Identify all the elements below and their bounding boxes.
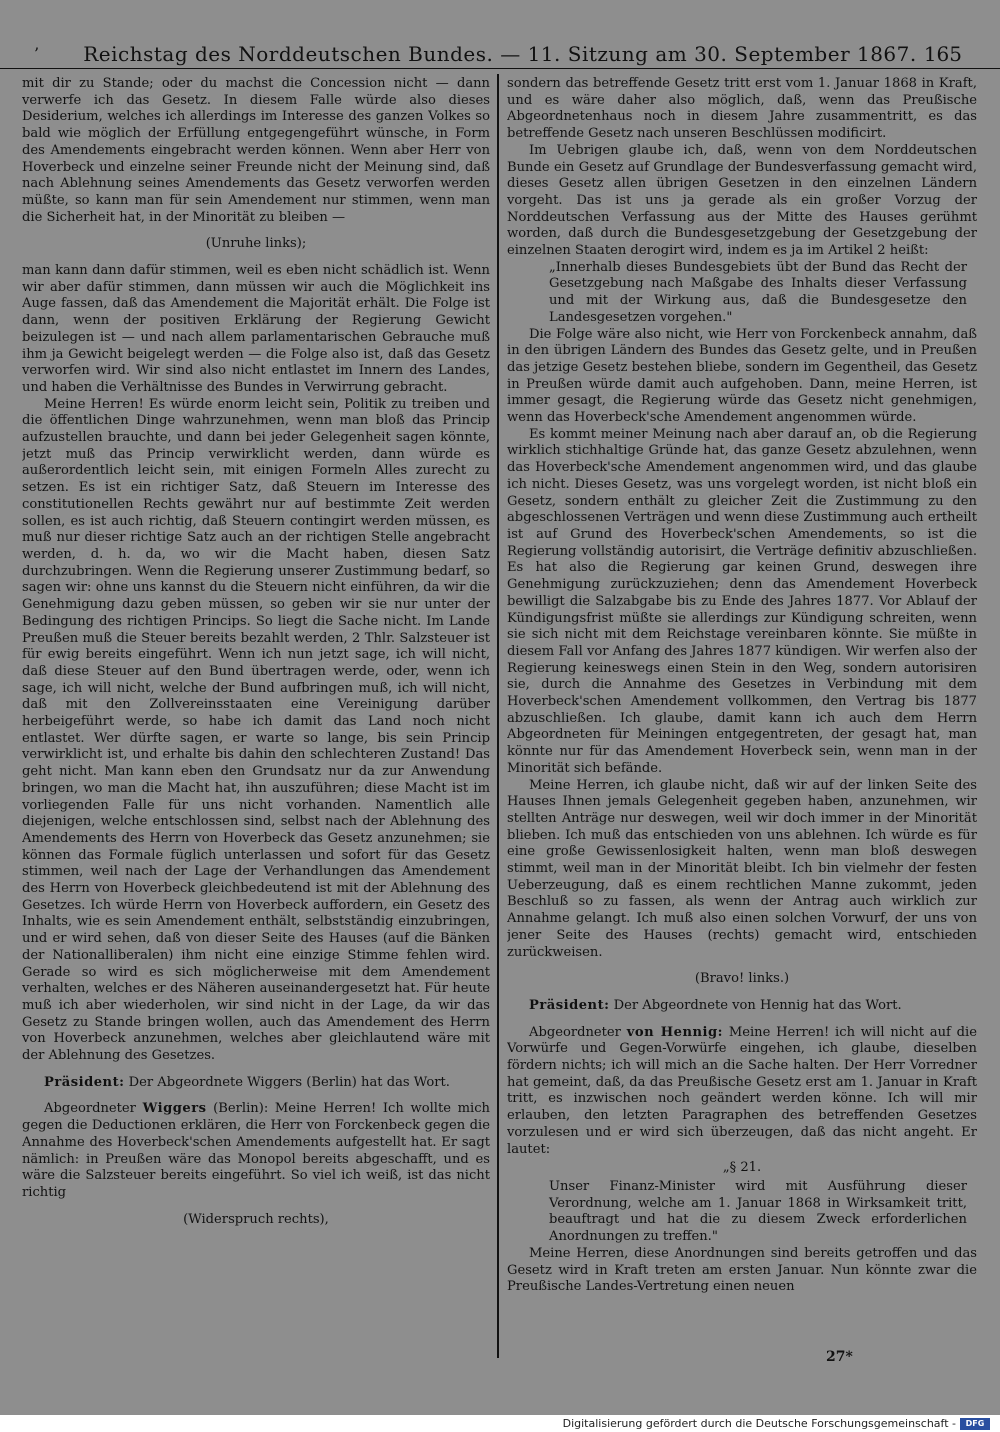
paragraph: mit dir zu Stande; oder du machst die Concession nicht — dann verwerfe ich das Gesetz. In diesem Falle würde also dieses Desiderium, welches ich allerdings im Interesse des ganzen Volkes so bald wie möglich der Erfüllung entgegengeführt wünsche, in Form des Amendements eingebracht werden können. Wenn aber Herr von Hoverbeck und einzelne seiner Freunde nicht der Meinung sind, daß nach Ablehnung seines Amendements das Gesetz verworfen werden müßte, so kann man für sein Amendement nur stimmen, wenn man die Sicherheit hat, in der Minorität zu bleiben — xyxy=(22,76,490,225)
funding-notice: Digitalisierung gefördert durch die Deutsche Forschungsgemeinschaft - xyxy=(562,1417,956,1430)
speaker-prefix: Abgeordneter xyxy=(529,1024,621,1040)
page-header xyxy=(0,36,1000,69)
paragraph: Meine Herren! Es würde enorm leicht sein, Politik zu treiben und die öffentlichen Dinge wahrzunehmen, wenn man bloß das Princip aufzustellen brauchte, und dann bei jeder Gelegenheit sagen könnte, jetzt muß das Princip verwirklicht werden, dann würde es außerordentlich leicht sein, mit einigen Formeln Alles zurecht zu setzen. Es ist ein richtiger Satz, daß Steuern im Interesse des constitutionellen Rechts gewährt nur auf bestimmte Zeit werden sollen, es ist auch richtig, daß Steuern contingirt werden müssen, es muß nur dieser richtige Satz auch an der richtigen Stelle angebracht werden, d. h. da, wo wir die Macht haben, diesen Satz durchzubringen. Wenn die Regierung unserer Zustimmung bedarf, so sagen wir: ohne uns kannst du die Steuern nicht einführen, da wir die Genehmigung dazu geben müssen, so geben wir sie nur unter der Bedingung des richtigen Princips. So liegt die Sache nicht. Im Lande Preußen muß die Steuer bereits bezahlt werden, 2 Thlr. Salzsteuer ist für ewig bereits eingeführt. Wenn ich nun jetzt sage, ich will nicht, daß diese Steuer auf den Bund übertragen werde, oder, wenn ich sage, ich will nicht, welche der Bund aufbringen muß, ich will nicht, daß mit den Zollvereinsstaaten eine Vereinigung darüber herbeigeführt werde, so habe ich damit das Land noch nicht entlastet. Wer dürfte sagen, er warte so lange, bis sein Princip verwirklicht ist, und erhalte bis dahin den schlechteren Zustand! Das geht nicht. Man kann eben den Grundsatz nur da zur Anwendung bringen, wo man die Macht hat, ihn auszuführen; diese Macht ist im vorliegenden Falle für uns nicht vorhanden. Namentlich alle diejenigen, welche entschlossen sind, selbst nach der Ablehnung des Amendements des Herrn von Hoverbeck das Gesetz anzunehmen; sie können das Formale füglich unterlassen und sofort für das Gesetz stimmen, weil nach der Lage der Verhandlungen das Amendement des Herrn von Hoverbeck gleichbedeutend ist mit der Ablehnung des Gesetzes. Ich würde Herrn von Hoverbeck auffordern, ein Gesetz des Inhalts, wie es sein Amendement enthält, selbstständig einzubringen, und er wird sehen, daß von dieser Seite des Hauses (auf die Bänken der Nationalliberalen) ihm nicht eine einzige Stimme fehlen wird. Gerade so wird es sich möglicherweise mit dem Amendement verhalten, welches er des Näheren auseinandergesetzt hat. Für heute muß ich aber wiederholen, wir sind nicht in der Lage, da wir das Gesetz zu Stande bringen wollen, auch das Amendement des Herrn von Hoverbeck anzunehmen, welches aber gleichlautend wäre mit der Ablehnung des Gesetzes. xyxy=(22,396,490,1064)
remark-text: Der Abgeordnete von Hennig hat das Wort. xyxy=(613,997,902,1013)
remark-text: Der Abgeordnete Wiggers (Berlin) hat das Wort. xyxy=(128,1074,450,1090)
president-remark xyxy=(22,1075,490,1092)
paragraph: man kann dann dafür stimmen, weil es eben nicht schädlich ist. Wenn wir aber dafür stimmen, dann müssen wir auch die Möglichkeit ins Auge fassen, daß das Amendement die Majorität erhält. Die Folge ist dann, wenn der positiven Erklärung der Regierung Gewicht beizulegen ist — und nach allem parlamentarischen Gebrauche muß ihm ja Gewicht beigelegt werden — die Folge also ist, daß das Gesetz verworfen wird. Wir sind also nicht entlastet im Innern des Landes, und haben die Verhältnisse des Bundes in Verwirrung gebracht. xyxy=(22,263,490,395)
speaker-name: von Hennig: xyxy=(626,1024,724,1040)
running-title: Reichstag des Norddeutschen Bundes. — 11. Sitzung am 30. September 1867. xyxy=(83,42,917,66)
speaker-label: Präsident: xyxy=(44,1074,125,1090)
footer-bar xyxy=(0,1416,1000,1432)
right-column xyxy=(507,76,977,1358)
sheet-signature: 27* xyxy=(826,1349,853,1365)
paragraph-label: „§ 21. xyxy=(722,1160,762,1176)
left-column xyxy=(22,76,490,1358)
paragraph: Meine Herren, ich glaube nicht, daß wir auf der linken Seite des Hauses Ihnen jemals Gelegenheit gegeben haben, anzunehmen, wir stellten Anträge nur deswegen, weil wir doch immer in der Minorität blieben. Ich muß das entschieden von uns ablehnen. Ich würde es für eine große Gewissenlosigkeit halten, wenn man bloß deswegen stimmt, weil man in der Minorität bleibt. Ich bin vielmehr der festen Ueberzeugung, daß es einem rechtlichen Manne zukommt, jeden Beschluß so zu fassen, als wenn der Antrag auch wirklich zur Annahme gelangt. Ich muß also einen solchen Vorwurf, der uns von jener Seite des Hauses (rechts) gemacht wird, entschieden zurückweisen. xyxy=(507,777,977,960)
speech xyxy=(22,1101,490,1201)
speech xyxy=(507,1025,977,1159)
paragraph: Die Folge wäre also nicht, wie Herr von Forckenbeck annahm, daß in den übrigen Ländern des Bundes das Gesetz gelte, und in Preußen das jetzige Gesetz bestehen bliebe, sondern im Gegentheil, das Gesetz in Preußen würde damit auch aufgehoben. Dann, meine Herren, ist immer gesagt, die Regierung würde das Gesetz nicht genehmigen, wenn das Hoverbeck'sche Amendement angenommen würde. xyxy=(507,326,977,426)
speaker-name: Wiggers xyxy=(142,1101,207,1117)
interjection: (Widerspruch rechts), xyxy=(183,1211,329,1227)
paragraph: sondern das betreffende Gesetz tritt erst vom 1. Januar 1868 in Kraft, und es wäre daher also möglich, daß, wenn das Preußische Abgeordnetenhaus noch in diesem Jahre zusammentritt, es das betreffende Gesetz nach unseren Beschlüssen modificirt. xyxy=(507,76,977,142)
speaker-prefix: Abgeordneter xyxy=(44,1101,136,1117)
column-divider xyxy=(497,74,499,1358)
paragraph: Meine Herren, diese Anordnungen sind bereits getroffen und das Gesetz wird in Kraft treten am ersten Januar. Nun könnte zwar die Preußische Landes-Vertretung einen neuen xyxy=(507,1245,977,1295)
speaker-label: Präsident: xyxy=(529,997,610,1013)
interjection: (Unruhe links); xyxy=(205,236,307,252)
paragraph-quote: Unser Finanz-Minister wird mit Ausführung dieser Verordnung, welche am 1. Januar 1868 in Wirksamkeit tritt, beauftragt und hat die zu diesem Zweck erforderlichen Anordnungen zu treffen." xyxy=(549,1179,967,1245)
paragraph: Es kommt meiner Meinung nach aber darauf an, ob die Regierung wirklich stichhaltige Gründe hat, das ganze Gesetz abzulehnen, wenn das Hoverbeck'sche Amendement angenommen wird, und das glaube ich nicht. Dieses Gesetz, was uns vorgelegt worden, ist nicht bloß ein Gesetz, sondern enthält zu gleicher Zeit die Zustimmung zu den abgeschlossenen Verträgen und wenn diese Zustimmung auch ertheilt ist auf Grund des Hoverbeck'schen Amendements, so ist die Regierung vollständig autorisirt, die Verträge definitiv abzuschließen. Es hat also die Regierung gar keinen Grund, deswegen ihre Genehmigung zurückzuziehen; denn das Amendement Hoverbeck bewilligt die Salzabgabe bis zu Ende des Jahres 1877. Vor Ablauf der Kündigungsfrist müßte sie allerdings zur Kündigung schreiten, wenn sie sich nicht mit dem Reichstage vereinbaren könnte. Sie müßte in diesem Fall vor Anfang des Jahres 1877 kündigen. Wir werfen also der Regierung keineswegs einen Stein in den Weg, sondern autorisiren sie, durch die Annahme des Gesetzes in Verbindung mit dem Hoverbeck'schen Amendement vollkommen, den Vertrag bis 1877 abzuschließen. Ich glaube, damit kann ich auch dem Herrn Abgeordneten für Meiningen entgegentreten, der gesagt hat, man könnte nur für das Amendement Hoverbeck sein, wenn man in der Minorität sich befände. xyxy=(507,426,977,776)
article-quote: „Innerhalb dieses Bundesgebiets übt der Bund das Recht der Gesetzgebung nach Maßgabe des Inhalts dieser Verfassung und mit der Wirkung aus, daß die Bundesgesetze den Landesgesetzen vorgehen." xyxy=(549,259,967,325)
president-remark xyxy=(507,998,977,1015)
speech-text: (Berlin): Meine Herren! Ich wollte mich gegen die Deductionen erklären, die Herr von Forckenbeck gegen die Annahme des Hoverbeck'schen Amendements aufgestellt hat. Er sagt nämlich: in Preußen wäre das Monopol bereits abgeschafft, und es wäre die Salzsteuer bereits eingeführt. So viel ich weiß, ist das nicht richtig xyxy=(22,1101,490,1200)
dfg-logo: DFG xyxy=(960,1418,990,1430)
margin-mark: ’ xyxy=(34,44,40,63)
paragraph: Im Uebrigen glaube ich, daß, wenn von dem Norddeutschen Bunde ein Gesetz auf Grundlage der Bundesverfassung gemacht wird, dieses Gesetz allen übrigen Gesetzen in den einzelnen Ländern vorgeht. Das ist uns ja gerade als ein großer Vorzug der Norddeutschen Verfassung aus der Mitte des Hauses gerühmt worden, daß durch die Bundesgesetzgebung der Gesetzgebung der einzelnen Staaten derogirt wird, indem es ja im Artikel 2 heißt: xyxy=(507,142,977,259)
interjection: (Bravo! links.) xyxy=(694,971,790,987)
page-number: 165 xyxy=(923,42,962,66)
speech-text: Meine Herren! ich will nicht auf die Vorwürfe und Gegen-Vorwürfe eingehen, ich glaube, dieselben fördern nichts; ich will mich an die Sache halten. Der Herr Vorredner hat gemeint, daß, da das Preußische Gesetz erst am 1. Januar in Kraft tritt, es inzwischen noch geändert werden könne. Ich will mir erlauben, den letzten Paragraphen des betreffenden Gesetzes vorzulesen und er wird sich überzeugen, daß das nicht angeht. Er lautet: xyxy=(507,1024,977,1157)
